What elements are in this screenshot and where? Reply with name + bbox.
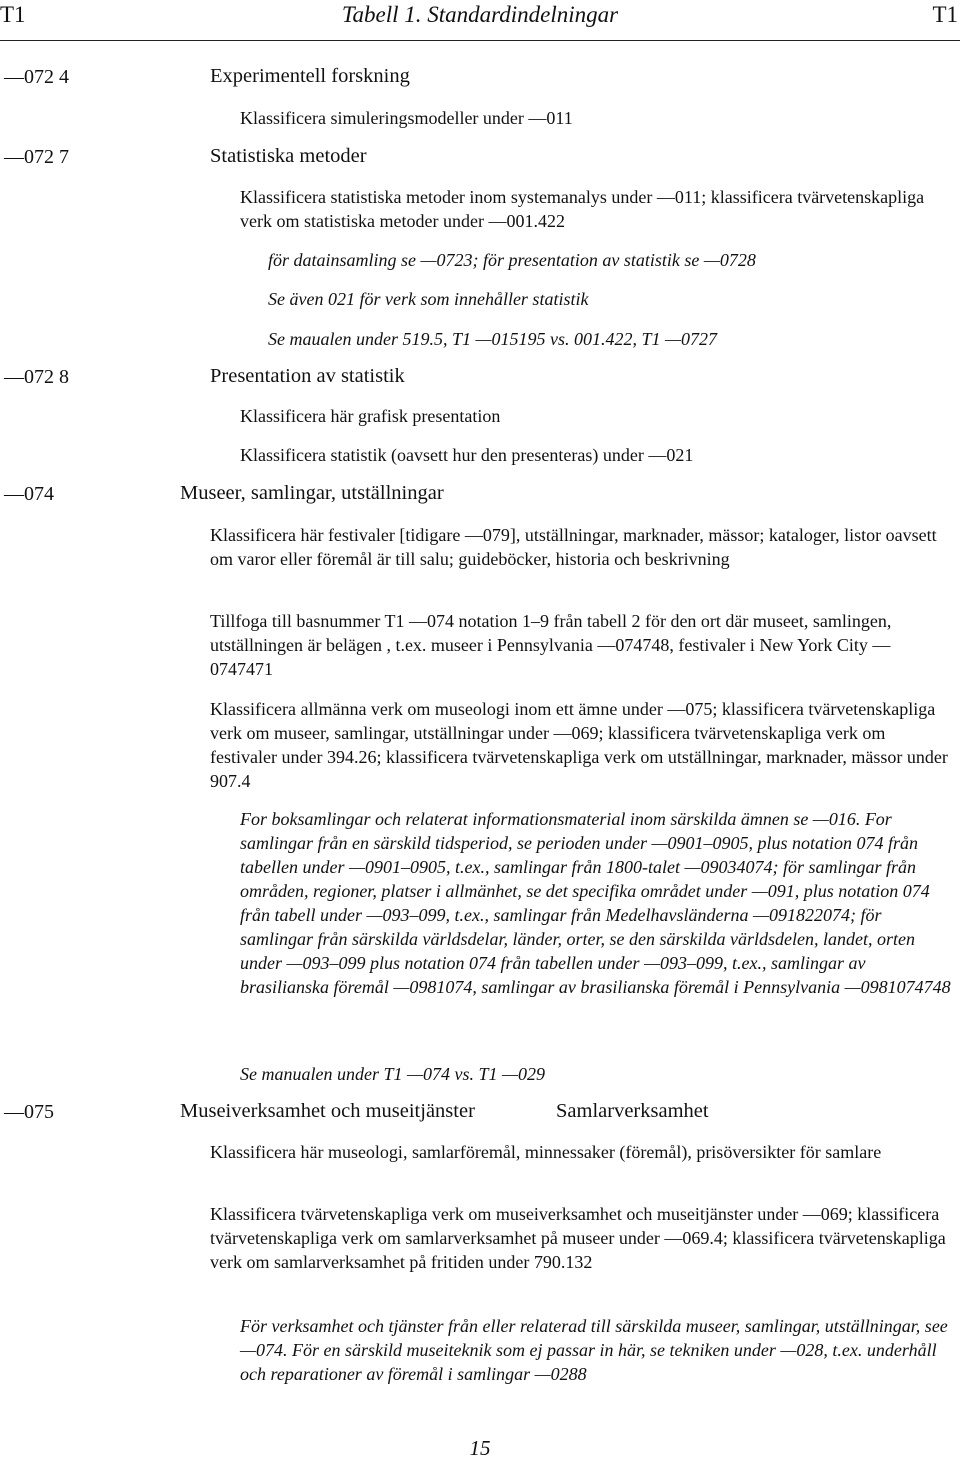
entry-note-italic: For boksamlingar och relaterat informationsmaterial inom särskilda ämnen se —016. For samlingar från en särskild tidsperiod, se perioden under —0901–0905, plus notation 074 från tabellen under —0901–0905, t.ex., samlingar från 1800-talet —09034074; för samlingar från områden, regioner, platser i allmänhet, se det specifika området under —091, plus notation 074 från tabell under —093–099, t.ex., samlingar från Medelhavsländerna —091822074; för samlingar från särskilda världsdelar, länder, orter, se den särskilda världsdelen, landet, orten under —093–099 plus notation 074 från tabellen under —093–099, t.ex., samlingar av brasilianska föremål —0981074, samlingar av brasilianska föremål i Pennsylvania —0981074748	[240, 809, 951, 997]
entry-note: Tillfoga till basnummer T1 —074 notation 1–9 från tabell 2 för den ort där museet, samlingen, utställningen är belägen , t.ex. museer i Pennsylvania —074748, festivaler i New York City —0747471	[210, 611, 892, 679]
header-right-label: T1	[932, 2, 958, 27]
entry-heading: Museer, samlingar, utställningar	[180, 482, 444, 504]
entry-number: —075	[4, 1101, 54, 1123]
entry-note-italic: Se maualen under 519.5, T1 —015195 vs. 001.422, T1 —0727	[268, 329, 717, 349]
entry-note: Klassificera tvärvetenskapliga verk om museiverksamhet och museitjänster under —069; klassificera tvärvetenskapliga verk om samlarverksamhet på museer under —069.4; klassificera tvärvetenskapliga verk om samlarverksamhet på fritiden under 790.132	[210, 1204, 946, 1272]
entry-note: Klassificera här grafisk presentation	[240, 406, 501, 426]
entry-number: —074	[4, 483, 54, 505]
entry-note: Klassificera simuleringsmodeller under —011	[240, 108, 573, 128]
entry-note: Klassificera här museologi, samlarföremål, minnessaker (föremål), prisöversikter för samlare	[210, 1142, 882, 1162]
entry-heading: Presentation av statistik	[210, 365, 405, 387]
entry-note: Klassificera här festivaler [tidigare —079], utställningar, marknader, mässor; kataloger, listor oavsett om varor eller föremål är till salu; guideböcker, historia och beskrivning	[210, 525, 937, 569]
entry-note: Klassificera allmänna verk om museologi inom ett ämne under —075; klassificera tvärvetenskapliga verk om museer, samlingar, utställningar under —069; klassificera tvärvetenskapliga verk om festivaler under 394.26; klassificera tvärvetenskapliga verk om utställningar, marknader, mässor under 907.4	[210, 699, 948, 791]
entry-note-italic: För verksamhet och tjänster från eller relaterad till särskilda museer, samlingar, utställningar, see —074. För en särskild museiteknik som ej passar in här, se tekniken under —028, t.ex. underhåll och reparationer av föremål i samlingar —0288	[240, 1316, 948, 1384]
entry-number: —072 4	[4, 66, 69, 88]
page-number: 15	[469, 1436, 491, 1460]
entry-note: Klassificera statistik (oavsett hur den presenteras) under —021	[240, 445, 694, 465]
entry-number: —072 7	[4, 146, 69, 168]
entry-note-italic: Se även 021 för verk som innehåller statistik	[268, 289, 589, 309]
entry-heading: Museiverksamhet och museitjänster	[180, 1100, 475, 1122]
header-title: Tabell 1. Standardindelningar	[341, 2, 619, 27]
entry-heading: Experimentell forskning	[210, 65, 410, 87]
entry-heading: Statistiska metoder	[210, 145, 367, 167]
entry-note-italic: Se manualen under T1 —074 vs. T1 —029	[240, 1064, 545, 1084]
entry-note-italic: för datainsamling se —0723; för presentation av statistik se —0728	[268, 250, 756, 270]
entry-note: Klassificera statistiska metoder inom systemanalys under —011; klassificera tvärvetenskapliga verk om statistiska metoder under —001.422	[240, 187, 925, 231]
page-header	[0, 0, 960, 41]
entry-heading-secondary: Samlarverksamhet	[556, 1100, 709, 1122]
entry-number: —072 8	[4, 366, 69, 388]
header-left-label: T1	[0, 2, 26, 27]
